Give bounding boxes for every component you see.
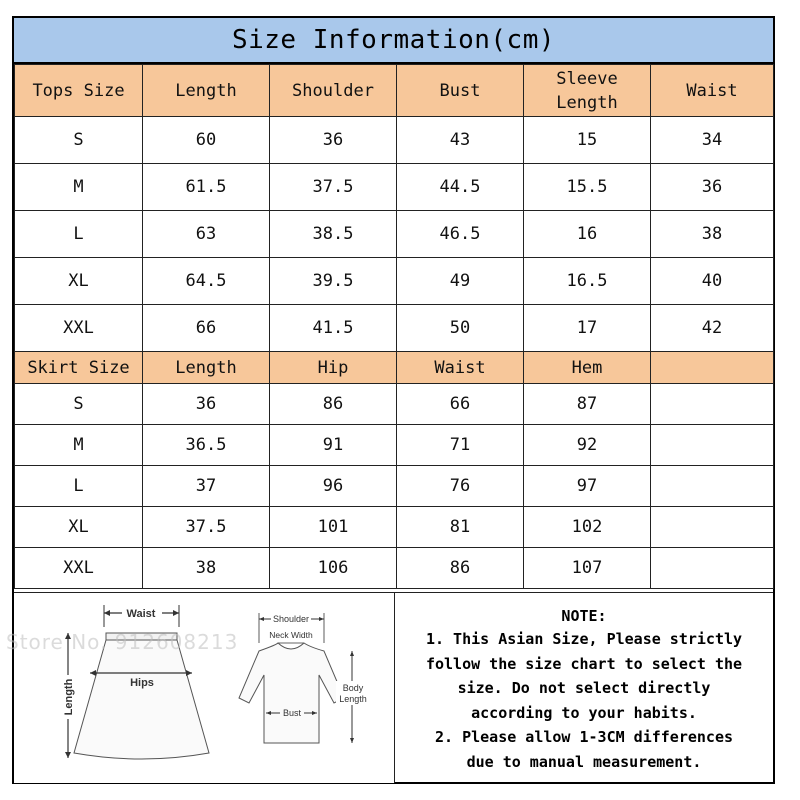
table-row — [15, 507, 774, 548]
top-shape — [239, 643, 344, 743]
value-cell: 101 — [270, 507, 397, 548]
header-cell: Hem — [524, 352, 651, 384]
value-cell: 36 — [143, 384, 270, 425]
arrow-head — [186, 670, 192, 676]
note-line: 2. Please allow 1-3CM differences — [434, 728, 733, 746]
note-line: due to manual measurement. — [466, 752, 702, 771]
header-cell: Bust — [397, 65, 524, 117]
value-cell: 91 — [270, 425, 397, 466]
size-cell: XL — [15, 258, 143, 305]
value-cell — [651, 384, 774, 425]
value-cell: 41.5 — [270, 305, 397, 352]
arrow-head — [173, 610, 179, 616]
value-cell: 76 — [397, 466, 524, 507]
value-cell: 16.5 — [524, 258, 651, 305]
arrow-head — [90, 670, 96, 676]
value-cell: 87 — [524, 384, 651, 425]
arrow-head — [65, 752, 71, 758]
header-cell: Skirt Size — [15, 352, 143, 384]
body-length-label-2: Length — [339, 694, 367, 704]
header-cell: Hip — [270, 352, 397, 384]
value-cell: 34 — [651, 117, 774, 164]
value-cell: 63 — [143, 211, 270, 258]
header-cell: Shoulder — [270, 65, 397, 117]
size-cell: XXL — [15, 305, 143, 352]
arrow-head — [350, 651, 354, 656]
header-cell: Sleeve Length — [524, 65, 651, 117]
note-line: according to your habits. — [471, 703, 697, 722]
size-cell: M — [15, 425, 143, 466]
value-cell: 61.5 — [143, 164, 270, 211]
value-cell: 36.5 — [143, 425, 270, 466]
table-row — [15, 305, 774, 352]
size-cell: S — [15, 117, 143, 164]
value-cell: 86 — [397, 548, 524, 589]
table-row — [15, 258, 774, 305]
neck-width-label: Neck Width — [269, 630, 313, 640]
value-cell — [651, 507, 774, 548]
header-cell — [651, 352, 774, 384]
value-cell: 15.5 — [524, 164, 651, 211]
note-line: size. Do not select directly — [457, 679, 711, 697]
size-cell: XL — [15, 507, 143, 548]
value-cell: 43 — [397, 117, 524, 164]
value-cell: 81 — [397, 507, 524, 548]
value-cell: 60 — [143, 117, 270, 164]
table-row — [15, 164, 774, 211]
value-cell: 38 — [651, 211, 774, 258]
value-cell: 97 — [524, 466, 651, 507]
value-cell: 107 — [524, 548, 651, 589]
value-cell: 92 — [524, 425, 651, 466]
header-cell: Length — [143, 352, 270, 384]
value-cell: 49 — [397, 258, 524, 305]
value-cell: 66 — [143, 305, 270, 352]
header-cell: Waist — [651, 65, 774, 117]
skirt-diagram — [60, 605, 209, 759]
value-cell: 16 — [524, 211, 651, 258]
waist-label: Waist — [126, 608, 156, 620]
skirt-shape — [74, 640, 209, 759]
arrow-head — [350, 738, 354, 743]
value-cell: 44.5 — [397, 164, 524, 211]
store-watermark: Store No. 912608213 — [6, 630, 239, 654]
value-cell: 37 — [143, 466, 270, 507]
tops-header-row — [15, 65, 774, 117]
table-row — [15, 117, 774, 164]
value-cell: 96 — [270, 466, 397, 507]
value-cell: 42 — [651, 305, 774, 352]
table-row — [15, 425, 774, 466]
arrow-head — [319, 617, 324, 621]
value-cell: 106 — [270, 548, 397, 589]
note-line: 1. This Asian Size, Please strictly — [425, 630, 743, 648]
size-table — [14, 64, 774, 589]
value-cell: 66 — [397, 384, 524, 425]
size-chart — [12, 16, 775, 784]
note-box — [395, 593, 773, 783]
measurement-diagram — [14, 593, 395, 783]
value-cell: 37.5 — [143, 507, 270, 548]
value-cell: 38.5 — [270, 211, 397, 258]
value-cell: 46.5 — [397, 211, 524, 258]
arrow-head — [259, 617, 264, 621]
size-cell: S — [15, 384, 143, 425]
measurement-illustration — [14, 593, 394, 783]
bottom-section — [14, 592, 773, 783]
value-cell: 15 — [524, 117, 651, 164]
size-cell: L — [15, 211, 143, 258]
top-diagram — [239, 612, 370, 743]
value-cell — [651, 425, 774, 466]
shoulder-label: Shoulder — [272, 614, 310, 624]
value-cell: 38 — [143, 548, 270, 589]
skirt-header-row — [15, 352, 774, 384]
size-cell: M — [15, 164, 143, 211]
size-cell: XXL — [15, 548, 143, 589]
value-cell: 36 — [651, 164, 774, 211]
arrow-head — [104, 610, 110, 616]
value-cell: 102 — [524, 507, 651, 548]
header-cell: Waist — [397, 352, 524, 384]
value-cell: 37.5 — [270, 164, 397, 211]
value-cell: 64.5 — [143, 258, 270, 305]
table-row — [15, 211, 774, 258]
value-cell: 40 — [651, 258, 774, 305]
note-line: follow the size chart to select the — [425, 654, 743, 673]
value-cell — [651, 466, 774, 507]
body-length-label-1: Body — [342, 683, 364, 693]
chart-title: Size Information(cm) — [14, 18, 773, 64]
length-label: Length — [63, 678, 75, 716]
note-title: NOTE: — [561, 607, 607, 625]
value-cell — [651, 548, 774, 589]
value-cell: 36 — [270, 117, 397, 164]
size-cell: L — [15, 466, 143, 507]
table-row — [15, 466, 774, 507]
header-cell: Length — [143, 65, 270, 117]
header-cell: Tops Size — [15, 65, 143, 117]
table-row — [15, 384, 774, 425]
value-cell: 17 — [524, 305, 651, 352]
hips-label: Hips — [130, 677, 154, 689]
table-row — [15, 548, 774, 589]
value-cell: 39.5 — [270, 258, 397, 305]
bust-label: Bust — [282, 708, 302, 718]
value-cell: 50 — [397, 305, 524, 352]
value-cell: 86 — [270, 384, 397, 425]
value-cell: 71 — [397, 425, 524, 466]
